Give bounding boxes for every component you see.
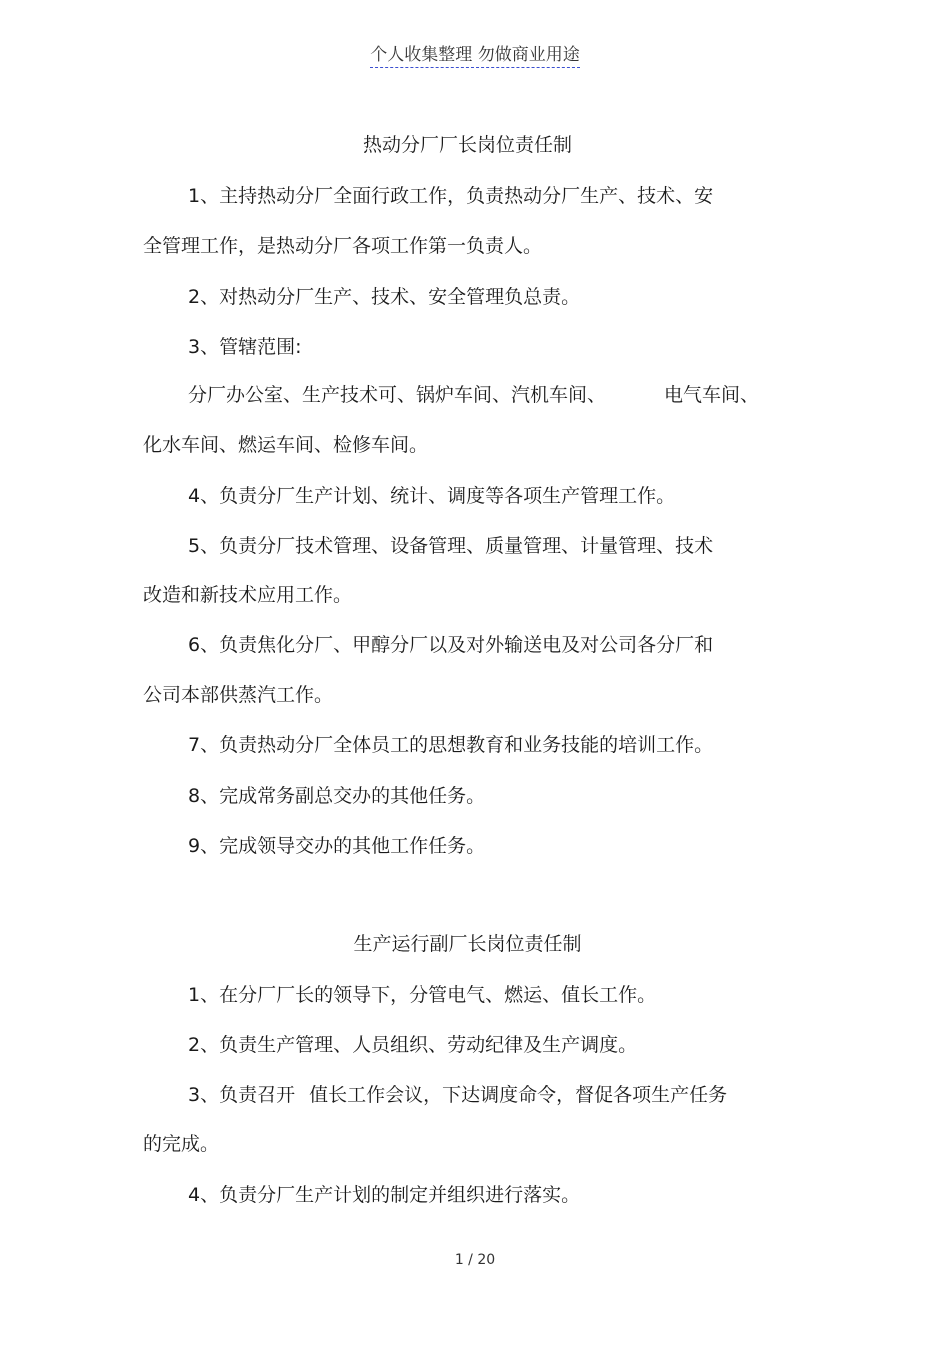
scope-text-part2: 电气车间、	[664, 384, 760, 406]
item3-text-part2: 值长工作会议，下达调度命令，督促各项生产任务	[309, 1084, 728, 1106]
paragraph-line: 7、负责热动分厂全体员工的思想教育和业务技能的培训工作。	[188, 734, 714, 756]
paragraph-line: 1、主持热动分厂全面行政工作，负责热动分厂生产、技术、安	[188, 185, 714, 207]
page-number: 1 / 20	[454, 1252, 496, 1268]
section2-title: 生产运行副厂长岗位责任制	[353, 933, 582, 955]
paragraph-line: 2、对热动分厂生产、技术、安全管理负总责。	[188, 286, 581, 308]
paragraph-line: 6、负责焦化分厂、甲醇分厂以及对外输送电及对公司各分厂和	[188, 634, 714, 656]
paragraph-line: 全管理工作，是热动分厂各项工作第一负责人。	[143, 235, 543, 257]
section1-title: 热动分厂厂长岗位责任制	[362, 134, 572, 156]
paragraph-line: 4、负责分厂生产计划的制定并组织进行落实。	[188, 1184, 581, 1206]
paragraph-line: 化水车间、燃运车间、检修车间。	[143, 434, 429, 456]
item3-text-part1: 3、负责召开	[188, 1084, 296, 1106]
paragraph-line: 公司本部供蒸汽工作。	[143, 684, 334, 706]
paragraph-line	[188, 380, 759, 407]
paragraph-line: 3、管辖范围:	[188, 336, 302, 358]
header-text: 个人收集整理 勿做商业用途	[370, 45, 579, 68]
paragraph-line: 改造和新技术应用工作。	[143, 584, 353, 606]
paragraph-line: 1、在分厂厂长的领导下，分管电气、燃运、值长工作。	[188, 984, 657, 1006]
paragraph-line: 8、完成常务副总交办的其他任务。	[188, 785, 486, 807]
paragraph-line: 5、负责分厂技术管理、设备管理、质量管理、计量管理、技术	[188, 535, 714, 557]
page-header	[0, 40, 950, 65]
paragraph-line	[188, 1080, 727, 1107]
scope-text-part1: 分厂办公室、生产技术可、锅炉车间、汽机车间、	[188, 384, 607, 406]
paragraph-line: 9、完成领导交办的其他工作任务。	[188, 835, 486, 857]
paragraph-line: 的完成。	[143, 1133, 220, 1155]
paragraph-line: 4、负责分厂生产计划、统计、调度等各项生产管理工作。	[188, 485, 676, 507]
paragraph-line: 2、负责生产管理、人员组织、劳动纪律及生产调度。	[188, 1034, 638, 1056]
